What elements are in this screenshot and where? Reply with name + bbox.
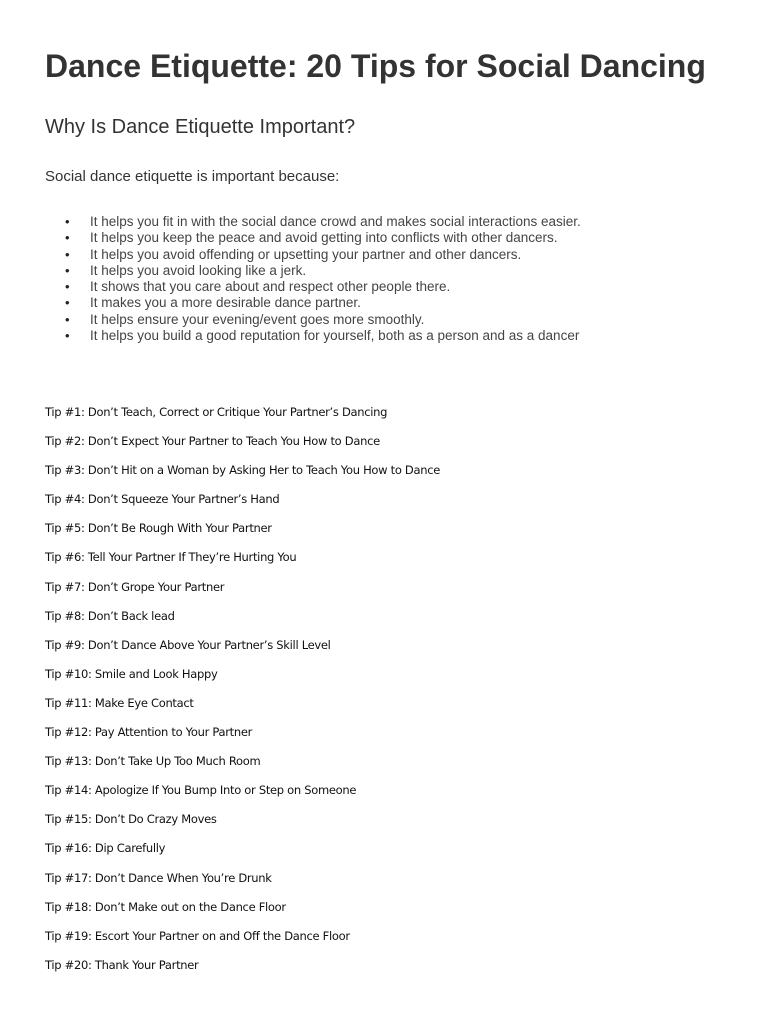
tip-item: Tip #4: Don’t Squeeze Your Partner’s Hand <box>45 492 280 507</box>
bullet-icon: • <box>65 214 70 229</box>
reason-text: It helps ensure your evening/event goes more smoothly. <box>90 311 425 327</box>
section-heading: Why Is Dance Etiquette Important? <box>45 116 356 138</box>
reasons-list <box>45 214 581 344</box>
bullet-icon: • <box>65 262 70 278</box>
tip-item: Tip #13: Don’t Take Up Too Much Room <box>45 754 261 769</box>
list-item <box>45 328 581 344</box>
tip-item: Tip #9: Don’t Dance Above Your Partner’s Skill Level <box>45 637 331 652</box>
tip-item: Tip #15: Don’t Do Crazy Moves <box>45 812 217 827</box>
list-item <box>45 230 581 246</box>
tip-item: Tip #10: Smile and Look Happy <box>45 666 218 681</box>
tip-item: Tip #19: Escort Your Partner on and Off the Dance Floor <box>45 928 350 943</box>
tip-item: Tip #14: Apologize If You Bump Into or Step on Someone <box>45 783 357 798</box>
reason-text: It helps you avoid offending or upsetting your partner and other dancers. <box>90 246 522 262</box>
bullet-icon: • <box>65 230 70 246</box>
page-title: Dance Etiquette: 20 Tips for Social Dancing <box>45 48 706 84</box>
reason-text: It helps you build a good reputation for yourself, both as a person and as a dancer <box>90 328 580 344</box>
tip-item: Tip #7: Don’t Grope Your Partner <box>45 579 225 594</box>
list-item <box>45 279 581 295</box>
bullet-icon: • <box>65 246 70 262</box>
tip-item: Tip #11: Make Eye Contact <box>45 695 194 710</box>
list-item <box>45 312 581 328</box>
tip-item: Tip #5: Don’t Be Rough With Your Partner <box>45 521 272 536</box>
tip-item: Tip #20: Thank Your Partner <box>45 957 199 972</box>
reason-text: It helps you keep the peace and avoid getting into conflicts with other dancers. <box>90 230 558 246</box>
bullet-icon: • <box>65 279 70 295</box>
tip-item: Tip #18: Don’t Make out on the Dance Floor <box>45 899 286 914</box>
tip-item: Tip #2: Don’t Expect Your Partner to Teach You How to Dance <box>45 434 380 449</box>
tip-item: Tip #12: Pay Attention to Your Partner <box>45 725 253 740</box>
tip-item: Tip #6: Tell Your Partner If They’re Hurting You <box>45 550 297 565</box>
list-item <box>45 214 581 230</box>
reason-text: It shows that you care about and respect other people there. <box>90 279 451 295</box>
tips-list <box>45 402 440 984</box>
tip-item: Tip #3: Don’t Hit on a Woman by Asking Her to Teach You How to Dance <box>45 463 441 478</box>
reason-text: It helps you avoid looking like a jerk. <box>90 262 307 278</box>
intro-paragraph: Social dance etiquette is important because: <box>45 168 340 185</box>
list-item <box>45 247 581 263</box>
tip-item: Tip #8: Don’t Back lead <box>45 608 175 623</box>
tip-item: Tip #1: Don’t Teach, Correct or Critique Your Partner’s Dancing <box>45 405 388 419</box>
bullet-icon: • <box>65 295 70 311</box>
tip-item: Tip #17: Don’t Dance When You’re Drunk <box>45 870 272 885</box>
bullet-icon: • <box>65 328 70 344</box>
reason-text: It helps you fit in with the social dance crowd and makes social interactions easier. <box>90 214 581 229</box>
reason-text: It makes you a more desirable dance partner. <box>90 295 361 311</box>
list-item <box>45 295 581 311</box>
tip-item: Tip #16: Dip Carefully <box>45 841 166 856</box>
bullet-icon: • <box>65 311 70 327</box>
list-item <box>45 263 581 279</box>
